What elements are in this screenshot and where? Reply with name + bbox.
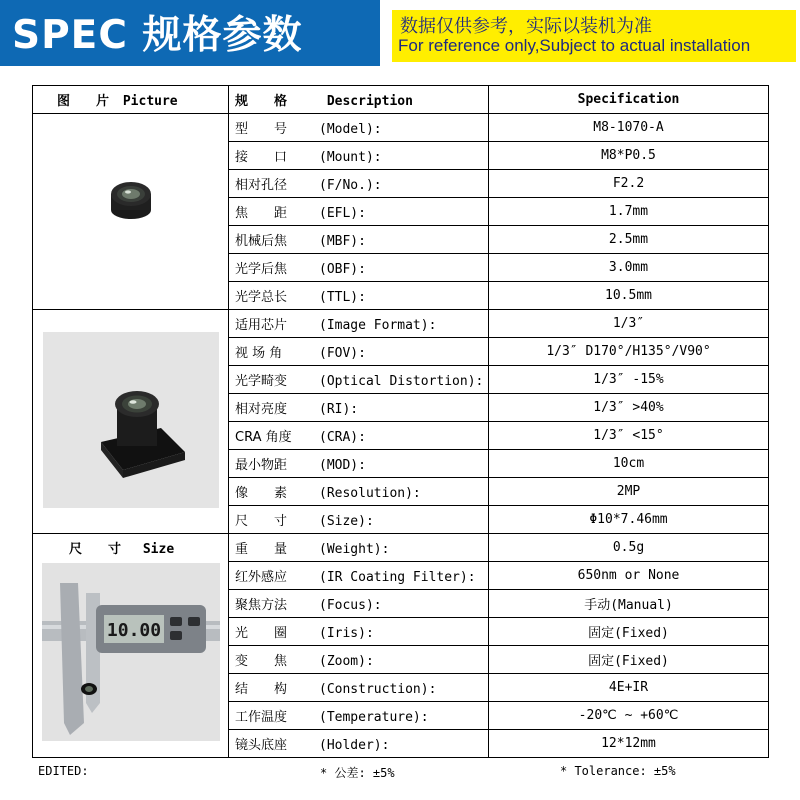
spec-value: 0.5g (489, 534, 769, 562)
spec-name-en: (Zoom): (319, 654, 374, 669)
spec-name-en: (Weight): (319, 542, 390, 557)
spec-name-cn: 镜头底座 (235, 738, 288, 753)
spec-name-cell (229, 338, 489, 366)
picture-cell (33, 534, 229, 758)
size-label (33, 538, 228, 557)
spec-value: F2.2 (489, 170, 769, 198)
spec-value: 12*12mm (489, 730, 769, 758)
header-description-cn: 规 格 (235, 94, 288, 109)
spec-value: 手动(Manual) (489, 590, 769, 618)
header-picture (33, 86, 229, 114)
spec-name-cn: 重 量 (235, 542, 288, 557)
spec-value: M8*P0.5 (489, 142, 769, 170)
spec-value: 2.5mm (489, 226, 769, 254)
spec-name-cn: 相对亮度 (235, 402, 288, 417)
header-picture-cn: 图 片 (57, 94, 110, 109)
spec-name-cn: 相对孔径 (235, 178, 288, 193)
spec-value: 1.7mm (489, 198, 769, 226)
spec-name-en: (Resolution): (319, 486, 421, 501)
spec-value: M8-1070-A (489, 114, 769, 142)
spec-name-cn: 型 号 (235, 122, 288, 137)
spec-value: 10.5mm (489, 282, 769, 310)
footer-tolerance-cn: * 公差: ±5% (320, 766, 395, 780)
spec-name-cn: 光学后焦 (235, 262, 288, 277)
footer-tolerance-en: * Tolerance: ±5% (560, 764, 676, 778)
picture-cell (33, 310, 229, 534)
spec-name-cell (229, 310, 489, 338)
spec-name-en: (Size): (319, 514, 374, 529)
spec-name-cell (229, 478, 489, 506)
spec-name-en: (IR Coating Filter): (319, 570, 476, 585)
note-chinese: 数据仅供参考，实际以装机为准 (400, 16, 652, 37)
spec-name-en: (Optical Distortion): (319, 374, 484, 389)
spec-name-cell (229, 730, 489, 758)
spec-name-cell (229, 590, 489, 618)
spec-name-en: (EFL): (319, 206, 366, 221)
spec-name-en: (TTL): (319, 290, 366, 305)
spec-name-cn: CRA 角度 (235, 430, 292, 445)
spec-name-cn: 工作温度 (235, 710, 288, 725)
lens-front-photo (101, 172, 161, 232)
spec-name-cn: 焦 距 (235, 206, 288, 221)
spec-value: 1/3″ -15% (489, 366, 769, 394)
spec-value: 1/3″ >40% (489, 394, 769, 422)
spec-name-cn: 视 场 角 (235, 346, 283, 361)
spec-name-cn: 光学畸变 (235, 374, 288, 389)
spec-name-cn: 红外感应 (235, 570, 288, 585)
spec-name-en: (Mount): (319, 150, 382, 165)
spec-name-en: (OBF): (319, 262, 366, 277)
spec-name-en: (CRA): (319, 430, 366, 445)
spec-name-cell (229, 618, 489, 646)
header-description (229, 86, 489, 114)
caliper-reading: 10.00 (106, 620, 161, 641)
table-header-row (33, 86, 769, 114)
picture-cell (33, 114, 229, 310)
spec-value: 1/3″ (489, 310, 769, 338)
caliper-photo (42, 563, 220, 741)
spec-name-cell (229, 394, 489, 422)
spec-name-en: (MOD): (319, 458, 366, 473)
spec-name-cn: 适用芯片 (235, 318, 288, 333)
spec-name-cn: 变 焦 (235, 654, 288, 669)
header-picture-en: Picture (122, 94, 178, 109)
spec-value: 3.0mm (489, 254, 769, 282)
spec-name-cell (229, 198, 489, 226)
spec-value: 1/3″ D170°/H135°/V90° (489, 338, 769, 366)
spec-name-en: (Image Format): (319, 318, 437, 333)
spec-name-cn: 最小物距 (235, 458, 288, 473)
spec-name-en: (RI): (319, 402, 359, 417)
spec-name-cn: 机械后焦 (235, 234, 288, 249)
lens-holder-photo (43, 332, 219, 508)
spec-name-cell (229, 366, 489, 394)
spec-name-cell (229, 282, 489, 310)
spec-name-en: (MBF): (319, 234, 366, 249)
spec-name-en: (F/No.): (319, 178, 382, 193)
table-row (33, 310, 769, 338)
spec-value: 1/3″ <15° (489, 422, 769, 450)
spec-name-en: (Construction): (319, 682, 437, 697)
header-specification: Specification (489, 86, 769, 114)
spec-name-cell (229, 646, 489, 674)
size-label-cn: 尺 寸 (69, 542, 122, 557)
size-label-en: Size (142, 542, 175, 557)
spec-name-cn: 结 构 (235, 682, 288, 697)
spec-name-cell (229, 562, 489, 590)
spec-value: 2MP (489, 478, 769, 506)
spec-name-en: (Temperature): (319, 710, 429, 725)
spec-name-cn: 聚焦方法 (235, 598, 288, 613)
spec-name-en: (Iris): (319, 626, 374, 641)
spec-value: Φ10*7.46mm (489, 506, 769, 534)
spec-value: 10cm (489, 450, 769, 478)
spec-name-cell (229, 142, 489, 170)
spec-name-en: (Focus): (319, 598, 382, 613)
spec-name-cell (229, 506, 489, 534)
spec-name-en: (FOV): (319, 346, 366, 361)
spec-name-cell (229, 226, 489, 254)
table-row (33, 534, 769, 562)
spec-name-cell (229, 114, 489, 142)
spec-name-cell (229, 450, 489, 478)
spec-name-cell (229, 254, 489, 282)
spec-value: 650nm or None (489, 562, 769, 590)
spec-value: 固定(Fixed) (489, 646, 769, 674)
spec-name-cell (229, 422, 489, 450)
spec-name-cell (229, 170, 489, 198)
table-row (33, 114, 769, 142)
note-english: For reference only,Subject to actual installation (398, 36, 751, 55)
spec-name-cell (229, 702, 489, 730)
header-description-en: Description (326, 94, 413, 109)
banner-note-block (380, 0, 800, 66)
spec-name-cn: 光学总长 (235, 290, 288, 305)
spec-name-cell (229, 674, 489, 702)
spec-name-cn: 光 圈 (235, 626, 288, 641)
spec-name-cell (229, 534, 489, 562)
spec-table (32, 85, 769, 758)
spec-name-en: (Holder): (319, 738, 390, 753)
spec-name-cn: 尺 寸 (235, 514, 288, 529)
spec-value: 固定(Fixed) (489, 618, 769, 646)
spec-name-cn: 像 素 (235, 486, 288, 501)
spec-value: 4E+IR (489, 674, 769, 702)
page-title: SPEC 规格参数 (12, 13, 303, 58)
spec-name-cn: 接 口 (235, 150, 288, 165)
footer-edited: EDITED: (38, 764, 89, 778)
banner-title-block (0, 0, 380, 66)
banner (0, 0, 800, 66)
spec-value: -20℃ ~ +60℃ (489, 702, 769, 730)
spec-name-en: (Model): (319, 122, 382, 137)
